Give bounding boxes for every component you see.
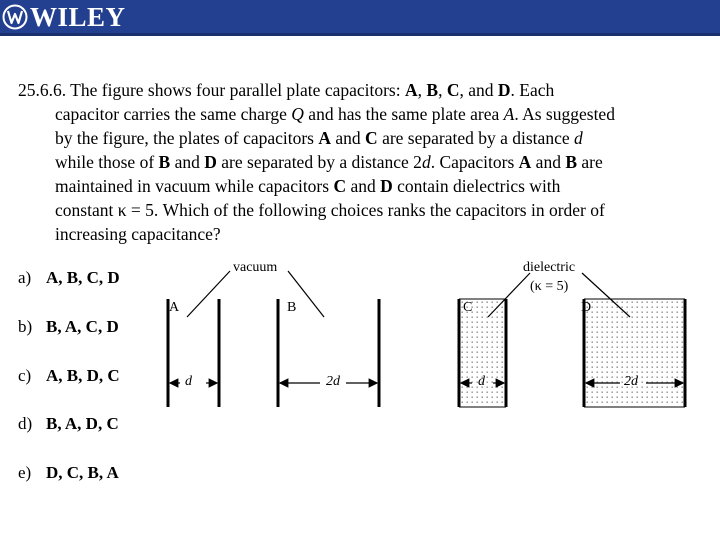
question-line-3: by the figure, the plates of capacitors A and C are separated by a distance d (55, 128, 583, 148)
distance-label-c: d (478, 374, 485, 389)
wiley-logo (2, 3, 126, 31)
choice-b[interactable]: b) B, A, C, D (18, 317, 119, 336)
label-cap-a: A (169, 300, 180, 315)
distance-label-d: 2d (624, 374, 638, 389)
question-line-1: 25.6.6. The figure shows four parallel plate capacitors: A, B, C, and D. Each (18, 80, 555, 100)
question-line-4: while those of B and D are separated by a distance 2d. Capacitors A and B are (55, 152, 603, 172)
dielectric-d (585, 299, 684, 407)
question-line-6: constant κ = 5. Which of the following choices ranks the capacitors in order of (55, 200, 605, 220)
label-cap-b: B (287, 300, 297, 315)
dielectric-leader-c (488, 273, 530, 317)
label-cap-c: C (463, 300, 473, 315)
choice-a[interactable]: a) A, B, C, D (18, 268, 120, 287)
question-line-2: capacitor carries the same charge Q and has the same plate area A. As suggested (55, 104, 615, 124)
capacitor-figure (150, 255, 710, 415)
choice-e[interactable]: e) D, C, B, A (18, 463, 119, 482)
vacuum-leader-a (187, 271, 230, 317)
dielectric-label: dielectric (523, 260, 576, 275)
distance-label-a: d (185, 374, 192, 389)
label-cap-d: D (581, 300, 592, 315)
logo-text: WILEY (30, 2, 126, 32)
question-text (18, 78, 708, 246)
choice-c[interactable]: c) A, B, D, C (18, 366, 120, 385)
wiley-crest-icon (2, 3, 28, 31)
capacitor-diagram (150, 255, 710, 415)
vacuum-label: vacuum (233, 260, 278, 275)
header-bar (0, 0, 720, 36)
choice-d[interactable]: d) B, A, D, C (18, 414, 119, 433)
question-line-5: maintained in vacuum while capacitors C and D contain dielectrics with (55, 176, 561, 196)
kappa-label: (κ = 5) (530, 279, 569, 294)
distance-label-b: 2d (326, 374, 340, 389)
question-number: 25.6.6. (18, 80, 67, 100)
question-line-7: increasing capacitance? (55, 224, 221, 244)
